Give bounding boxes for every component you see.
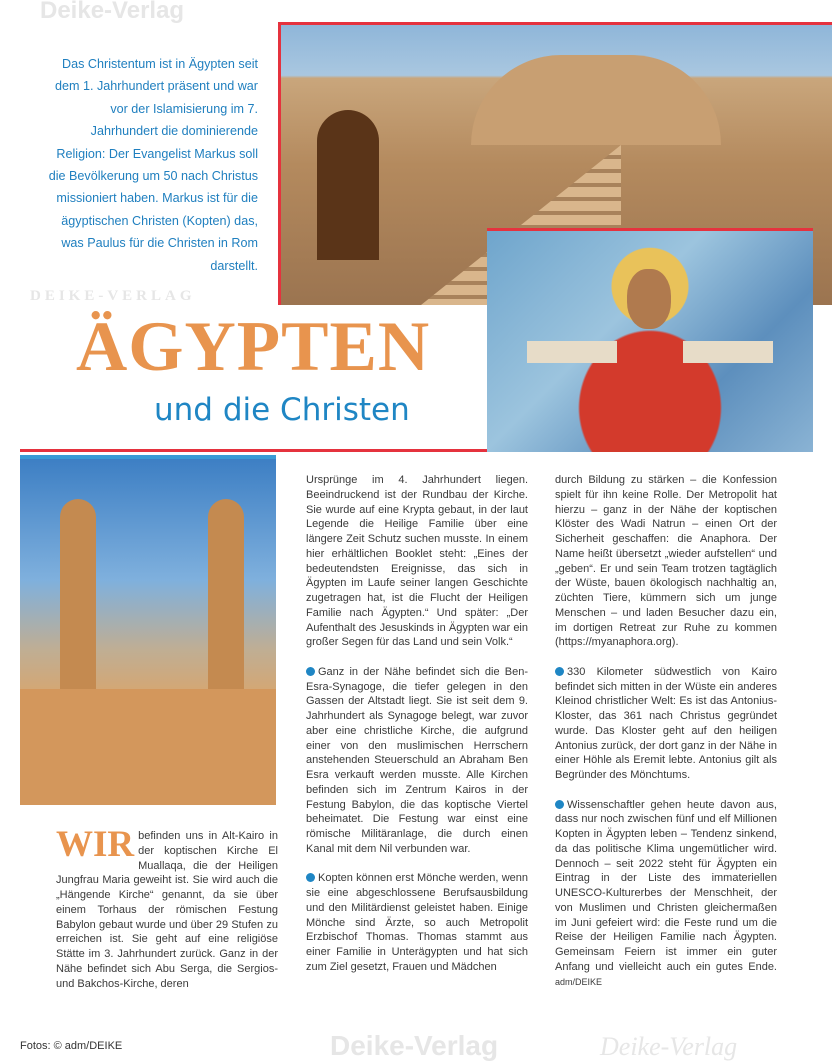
article-paragraph: durch Bildung zu stärken – die Konfession spielt für ihn keine Rolle. Der Metropolit hat hierzu – ganz in der Nähe der koptischen Klöster des Wadi Natrun – einen Ort der Sicherheit geschaffen: die Anaphora. Der Name heißt übersetzt „wieder aufstellen“ und „geben“. Er und sein Team trotzen tagtäglich der Wüste, bauen ökologisch nachhaltig an, züchten Tiere, kümmern sich um junge Menschen – und laden Besucher dazu ein, im dortigen Retreat zur Ruhe zu kommen (https://myanaphora.org). — [555, 474, 777, 649]
intro-text: Das Christentum ist in Ägypten seit dem 1. Jahrhundert präsent und war vor der Islamisierung im 7. Jahrhundert die dominierende Religion: Der Evangelist Markus soll die Bevölkerung um 50 nach Christus missioniert haben. Markus ist für die ägyptischen Christen (Kopten) das, was Paulus für die Christen in Rom darstellt. — [48, 57, 258, 273]
article-paragraph: Wissenschaftler gehen heute davon aus, dass nur noch zwischen fünf und elf Millionen Kopten in Ägypten leben – Tendenz sinkend, da das politische Klima ungemütlicher wird. Dennoch – seit 2022 steht für Ägypten ein Eintrag in der Liste des immateriellen UNESCO-Kulturerbes der Menschheit, der von Muslimen und Christen gleichermaßen im Juni gefeiert wird: die Feste rund um die Reise der Heiligen Familie nach Ägypten. Gemeinsam Feiern ist immer ein guter Anfang und vielleicht auch ein gutes Ende. — [555, 798, 777, 973]
divider — [20, 449, 487, 452]
watermark: Deike-Verlag — [330, 1030, 499, 1061]
article-paragraph: befinden uns in Alt-Kairo in der koptischen Kirche El Muallaqa, die der Heiligen Jungfrau Maria geweiht ist. Sie wird auch die „Hängende Kirche“ genannt, da sie über einem Torhaus der römischen Festung Babylon gebaut wurde und über 29 Stufen zu erreichen ist. Sie geht auf eine religiöse Stätte im 3. Jahrhundert zurück. Ganz in der Nähe befindet sich Abu Serga, die Sergios- und Bakchos-Kirche, deren — [56, 830, 278, 990]
article-column-1 — [56, 824, 278, 1006]
bullet-icon — [306, 667, 315, 676]
page-title: ÄGYPTEN — [76, 308, 431, 386]
bullet-icon — [555, 667, 564, 676]
bullet-icon — [555, 800, 564, 809]
page-subtitle: und die Christen — [154, 392, 410, 428]
watermark: Deike-Verlag — [600, 1032, 738, 1061]
article-column-3 — [555, 473, 777, 1004]
drop-cap: WIR — [56, 824, 135, 865]
article-paragraph: Ganz in der Nähe befindet sich die Ben-Esra-Synagoge, die tiefer gelegen in den Gassen der Altstadt liegt. Sie ist seit dem 9. Jahrhundert als Synagoge belegt, war zuvor aber eine christliche Kirche, die aufgrund einer von den muslimischen Herrschern anstehenden Steuerschuld an Abraham Ben Esra verkauft werden musste. Alle Kirchen befinden sich im Zentrum Kairos in der Festung Babylon, die das koptische Viertel beheimatet. Die Festung war einst eine römische Militäranlage, die durch einen Kanal mit dem Nil verbunden war. — [306, 665, 528, 855]
photo-credit: Fotos: © adm/DEIKE — [20, 1040, 123, 1052]
article-paragraph: Kopten können erst Mönche werden, wenn sie eine abgeschlossene Berufsausbildung und den Militärdienst geleistet haben. Einige Mönche sind Ärzte, so auch Metropolit Erzbischof Thomas. Thomas stammt aus einer Familie in Unterägypten und hat sich zum Ziel gesetzt, Frauen und Mädchen — [306, 872, 528, 973]
watermark: DEIKE-VERLAG — [30, 288, 196, 304]
bullet-icon — [306, 873, 315, 882]
author-credit: adm/DEIKE — [555, 976, 603, 987]
church-photo — [20, 455, 276, 805]
christ-icon-painting — [487, 228, 813, 452]
watermark: Deike-Verlag — [40, 0, 185, 24]
article-paragraph: 330 Kilometer südwestlich von Kairo befindet sich mitten in der Wüste ein anderes Kleinod christlicher Welt: Es ist das Antonius-Kloster, das 361 nach Christus gegründet wurde. Das Kloster geht auf den heiligen Antonius zurück, der dort ganz in der Nähe in einer Höhle als Eremit lebte. Antonius gilt als Begründer des Mönchtums. — [555, 665, 777, 781]
article-column-2 — [306, 473, 528, 989]
article-paragraph: Ursprünge im 4. Jahrhundert liegen. Beeindruckend ist der Rundbau der Kirche. Sie wurde auf eine Krypta gebaut, in der laut Legende die Heilige Familie über eine längere Zeit Schutz suchen musste. In einem hier erhältlichen Booklet steht: „Eines der bedeutendsten Ereignisse, das sich in Ägypten im Laufe seiner langen Geschichte zugetragen hat, ist die Flucht der Heiligen Familie nach Ägypten.“ Und später: „Der Aufenthalt des Jesuskinds in Ägypten war ein großer Segen für das Land und sein Volk.“ — [306, 474, 528, 649]
